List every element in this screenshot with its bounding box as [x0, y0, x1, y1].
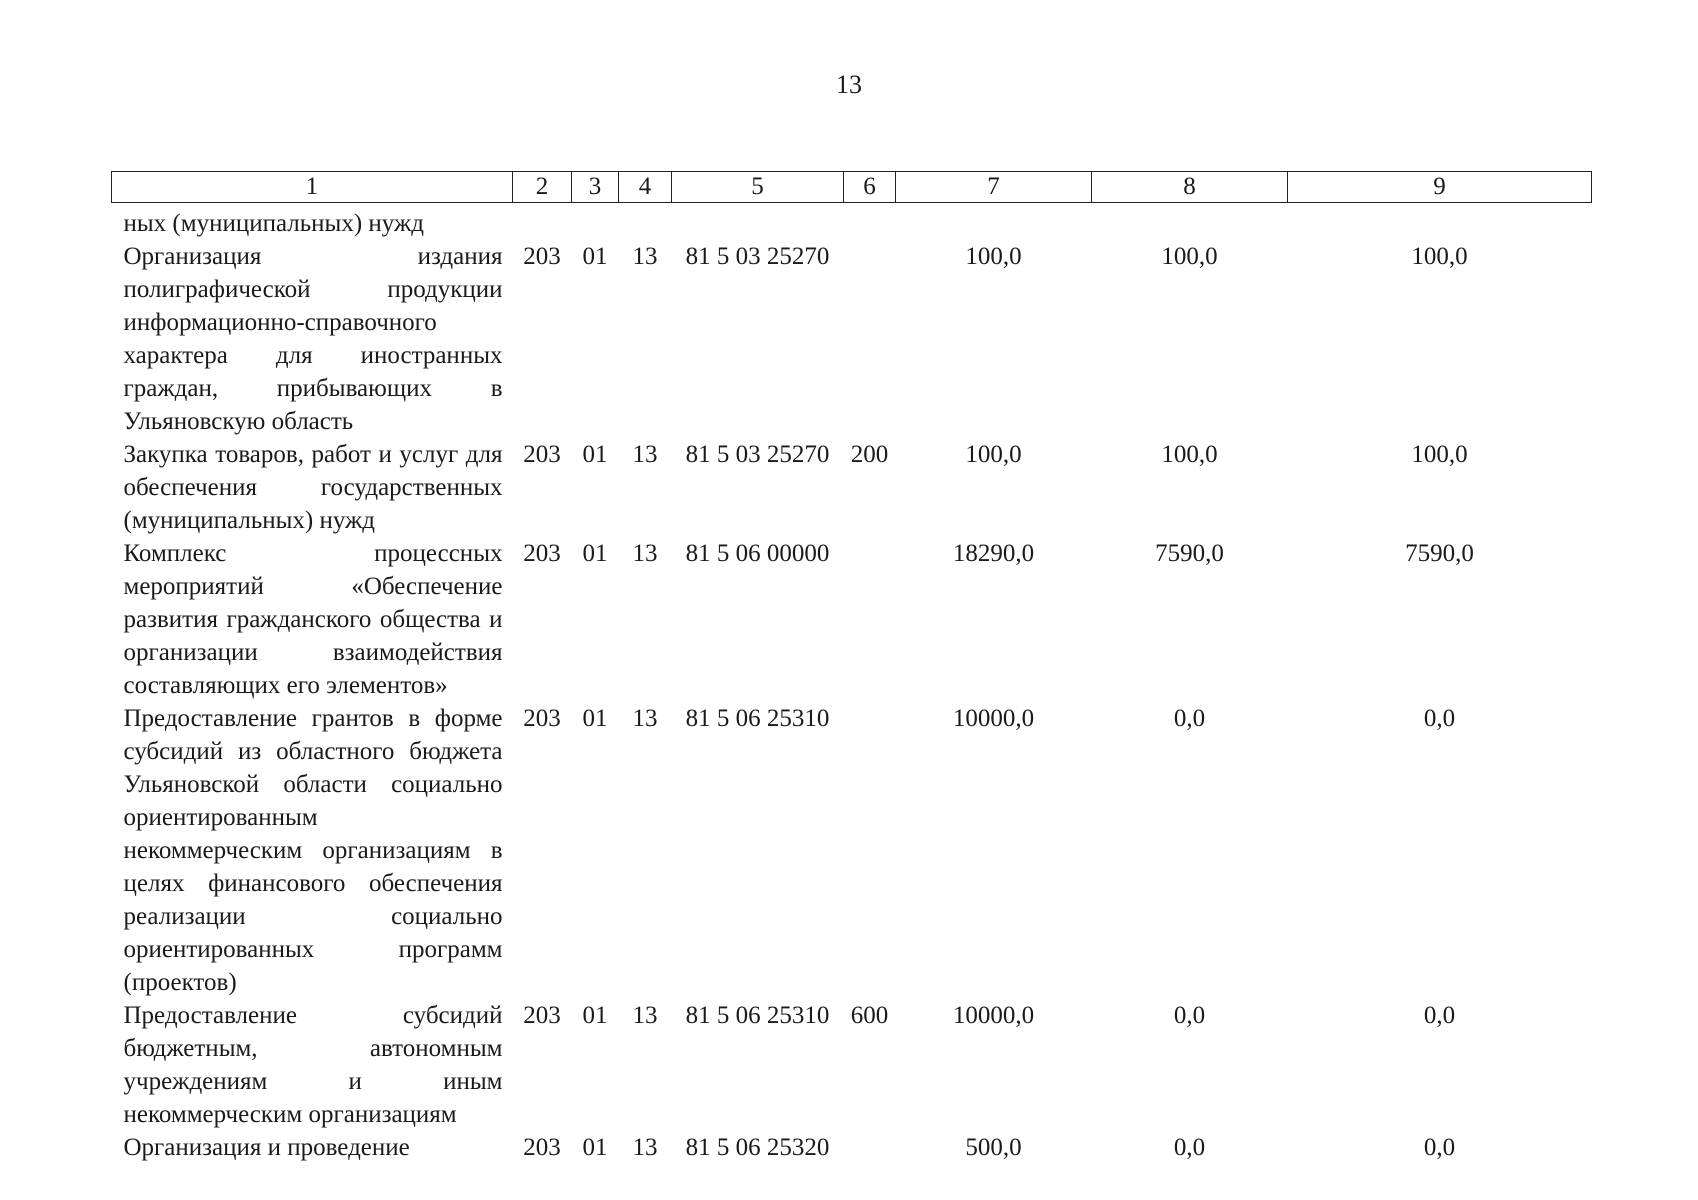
cell-subsection: 13 [632, 1002, 658, 1029]
cell-amount-year2: 7590,0 [1155, 540, 1224, 567]
cell-ministry-code: 203 [523, 441, 561, 468]
cell-target-article: 81 5 03 25270 [685, 441, 830, 468]
table-row [112, 702, 1592, 999]
column-header-4: 4 [619, 172, 672, 203]
cell-target-article: 81 5 03 25270 [685, 243, 830, 270]
row-name: Организация и проведение [123, 1134, 410, 1161]
cell-amount-year3: 100,0 [1411, 441, 1468, 468]
cell-section: 01 [582, 441, 608, 468]
continuation-text: ных (муниципальных) нужд [123, 210, 424, 237]
cell-expense-type [844, 702, 896, 999]
column-header-2: 2 [513, 172, 572, 203]
cell-expense-type [844, 537, 896, 702]
cell-amount-year2: 0,0 [1173, 705, 1206, 732]
cell-ministry-code: 203 [523, 540, 561, 567]
cell-amount-year2: 0,0 [1173, 1002, 1206, 1029]
cell-amount-year3: 100,0 [1411, 243, 1468, 270]
cell-ministry-code: 203 [523, 243, 561, 270]
cell-amount-year1: 18290,0 [952, 540, 1035, 567]
column-header-6: 6 [844, 172, 896, 203]
cell-amount-year3: 0,0 [1423, 705, 1456, 732]
page-number: 13 [836, 70, 862, 99]
row-name: Комплекс процессных мероприятий «Обеспечение развития гражданского общества и организации взаимодействия составляющих его элементов» [123, 540, 503, 699]
cell-amount-year2: 0,0 [1173, 1134, 1206, 1161]
row-name: Организация издания полиграфической продукции информационно-справочного характера для иностранных граждан, прибывающих в Ульяновскую область [123, 243, 503, 435]
table-row [112, 537, 1592, 702]
cell-subsection: 13 [632, 1134, 658, 1161]
cell-section: 01 [582, 540, 608, 567]
cell-expense-type: 200 [850, 441, 889, 468]
cell-section: 01 [582, 1002, 608, 1029]
cell-amount-year3: 7590,0 [1405, 540, 1474, 567]
cell-expense-type [844, 240, 896, 438]
cell-ministry-code: 203 [523, 705, 561, 732]
column-header-3: 3 [572, 172, 619, 203]
cell-section: 01 [582, 705, 608, 732]
cell-amount-year1: 10000,0 [952, 1002, 1035, 1029]
cell-section: 01 [582, 243, 608, 270]
column-header-7: 7 [896, 172, 1092, 203]
cell-amount-year1: 100,0 [965, 243, 1022, 270]
table-row [112, 999, 1592, 1131]
cell-expense-type: 600 [850, 1002, 889, 1029]
column-header-8: 8 [1092, 172, 1288, 203]
cell-amount-year1: 500,0 [965, 1134, 1022, 1161]
row-name: Предоставление грантов в форме субсидий из областного бюджета Ульяновской области социально ориентированным некоммерческим организациям в целях финансового обеспечения реализации социально ориентированных программ (проектов) [123, 705, 503, 996]
cell-ministry-code: 203 [523, 1002, 561, 1029]
budget-table [111, 171, 1592, 1164]
table-row [112, 438, 1592, 537]
cell-target-article: 81 5 06 25310 [685, 1002, 830, 1029]
row-name: Предоставление субсидий бюджетным, автономным учреждениям и иным некоммерческим организациям [123, 1002, 503, 1128]
cell-amount-year3: 0,0 [1423, 1002, 1456, 1029]
cell-subsection: 13 [632, 540, 658, 567]
cell-subsection: 13 [632, 243, 658, 270]
cell-target-article: 81 5 06 25310 [685, 705, 830, 732]
cell-amount-year2: 100,0 [1161, 243, 1218, 270]
column-header-1: 1 [112, 172, 513, 203]
column-header-9: 9 [1288, 172, 1592, 203]
cell-subsection: 13 [632, 705, 658, 732]
row-name: Закупка товаров, работ и услуг для обеспечения государственных (муниципальных) нужд [123, 441, 503, 534]
cell-target-article: 81 5 06 25320 [685, 1134, 830, 1161]
cell-amount-year3: 0,0 [1423, 1134, 1456, 1161]
cell-amount-year2: 100,0 [1161, 441, 1218, 468]
table-header-row [112, 172, 1592, 203]
column-header-5: 5 [672, 172, 844, 203]
cell-target-article: 81 5 06 00000 [685, 540, 830, 567]
table-row [112, 240, 1592, 438]
table-row-continuation [112, 203, 1592, 241]
cell-expense-type [844, 1131, 896, 1164]
cell-amount-year1: 10000,0 [952, 705, 1035, 732]
table-row [112, 1131, 1592, 1164]
cell-amount-year1: 100,0 [965, 441, 1022, 468]
cell-ministry-code: 203 [523, 1134, 561, 1161]
cell-subsection: 13 [632, 441, 658, 468]
cell-section: 01 [582, 1134, 608, 1161]
